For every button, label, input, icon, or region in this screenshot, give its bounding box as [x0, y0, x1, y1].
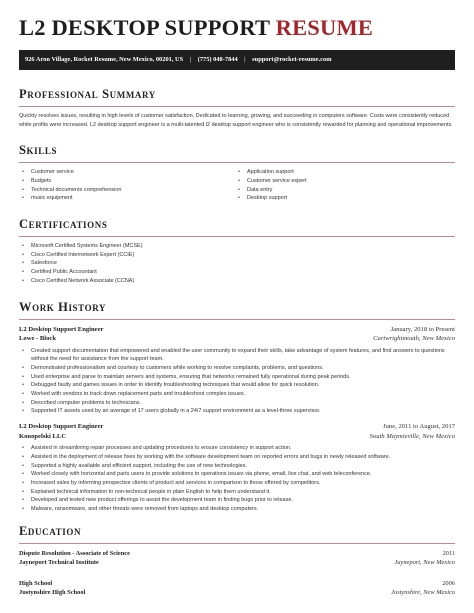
summary-heading: Professional Summary	[19, 87, 156, 101]
skill-item: • Data entry	[235, 186, 451, 195]
education-subheader	[19, 558, 455, 568]
duty-item: • Increased sales by informing prospective clients of product and services in comparison to those offered by competitors.	[19, 479, 455, 488]
school-location: Jayneport, New Mexico	[394, 559, 455, 567]
job-dates: June, 2011 to August, 2017	[383, 423, 455, 431]
job-location: South Maymieville, New Mexico	[369, 432, 455, 440]
skill-item: • Customer service expert	[235, 177, 451, 186]
school-name: Justynshire High School	[19, 589, 86, 597]
skills-right-column	[235, 168, 451, 203]
address: 926 Aron Village, Rocket Resume, New Mexico, 00201, US	[25, 56, 184, 63]
phone[interactable]: (775) 048-7844	[197, 56, 238, 63]
skill-item: • Desktop support	[235, 194, 451, 203]
section-divider	[19, 319, 455, 320]
duty-item: • Worked closely with horizontal and parts users to provide solutions to operations issues via phone, email, live chat, and web teleconference.	[19, 470, 455, 479]
name-first: L2 DESKTOP SUPPORT	[19, 15, 270, 40]
skill-item: • Budgets	[19, 177, 235, 186]
certification-item: • Salesforce	[19, 259, 455, 268]
job-entry	[19, 422, 455, 514]
skills-left-column	[19, 168, 235, 203]
education-subheader	[19, 588, 455, 598]
certification-item: • Certified Public Accountant	[19, 268, 455, 277]
duty-item: • Created support documentation that empowered and enabled the user community to expand their skills, take advantage of system features, and find answers to questions without the need for assistance from the support team.	[19, 347, 455, 364]
job-title: L2 Desktop Support Engineer	[19, 423, 104, 431]
summary-text: Quickly resolves issues, resulting in high levels of customer satisfaction. Dedicated to learning, growing, and succeeding in computers software. Costs were consistently reduced while profits were increased. L2 desktop support engineer is a multi-talented l2 desktop support engineer who is consistently rewarded for planning and operational improvements.	[19, 113, 453, 128]
school-location: Justynshire, New Mexico	[391, 589, 455, 597]
degree: Dispute Resolution - Associate of Science	[19, 549, 130, 557]
job-company: Konopelski LLC	[19, 432, 67, 440]
skill-item: • music equipment	[19, 194, 235, 203]
section-divider	[19, 162, 455, 163]
contact-bar	[19, 50, 455, 70]
certifications-list	[19, 242, 455, 286]
skill-item: • Application support	[235, 168, 451, 177]
job-subheader	[19, 334, 455, 344]
job-location: Cartwrightmouth, New Mexico	[373, 335, 455, 343]
graduation-year: 2006	[442, 579, 455, 587]
section-divider	[19, 543, 455, 544]
certification-item: • Cisco Certified Network Associate (CCNA)	[19, 277, 455, 286]
certification-item: • Microsoft Certified Systems Engineer (MCSE)	[19, 242, 455, 251]
duty-item: • Supported IT assets used by an average of 17 users globally in a 24/7 support environment as a level-three supervisor.	[19, 407, 455, 416]
skill-item: • Customer service	[19, 168, 235, 177]
job-entry	[19, 325, 455, 417]
separator: |	[189, 56, 192, 63]
duty-item: • Worked with vendors to track down replacement parts and troubleshoot complex issues.	[19, 390, 455, 399]
education-entry	[19, 579, 455, 598]
job-duties	[19, 347, 455, 417]
name-last: RESUME	[275, 15, 374, 40]
duty-item: • Described computer problems to technicians.	[19, 399, 455, 408]
duty-item: • Malware, ransomware, and other threats were removed from laptops and desktop computers.	[19, 505, 455, 514]
duty-item: • Developed and tested new product offerings to assist the development team in finding bugs prior to release.	[19, 496, 455, 505]
section-divider	[19, 236, 455, 237]
skills-heading: Skills	[19, 143, 58, 158]
graduation-year: 2011	[442, 549, 455, 557]
skill-item: • Technical documents comprehension	[19, 186, 235, 195]
job-title: L2 Desktop Support Engineer	[19, 325, 104, 333]
work-history-heading: Work History	[19, 299, 107, 314]
certifications-heading: Certifications	[19, 217, 108, 231]
duty-item: • Supported a highly available and efficient support, including the use of new technologies.	[19, 462, 455, 471]
school-name: Jayneport Technical Institute	[19, 559, 99, 567]
education-header	[19, 549, 455, 559]
job-subheader	[19, 432, 455, 442]
skills-list	[19, 168, 455, 203]
duty-item: • Explained technical information to non-technical people in plain English to help them understand it.	[19, 488, 455, 497]
email[interactable]: support@rocket-resume.com	[252, 56, 332, 63]
duty-item: • Used enterprise and parse to maintain servers and systems, ensuring that networks remained fully operational during peak periods.	[19, 373, 455, 382]
certification-item: • Cisco Certified Internetwork Expert (CCIE)	[19, 251, 455, 260]
resume-name	[19, 0, 455, 41]
duty-item: • Assisted in streamlining repair processes and updating procedures to ensure consistency in support action.	[19, 444, 455, 453]
job-header	[19, 325, 455, 335]
education-heading: Education	[19, 523, 82, 538]
job-dates: January, 2018 to Present	[390, 325, 455, 333]
duty-item: • Debugged faulty and games issues in order to identify troubleshooting techniques that would allow for quick resolution.	[19, 381, 455, 390]
job-duties	[19, 444, 455, 514]
education-entry	[19, 549, 455, 568]
duty-item: • Demonstrated professionalism and courtesy to customers while working to resolve complaints, problems, and questions.	[19, 364, 455, 373]
job-company: Lowe - Block	[19, 335, 56, 343]
section-divider	[19, 106, 455, 107]
job-header	[19, 422, 455, 432]
separator: |	[244, 56, 246, 63]
duty-item: • Assisted in the deployment of release fixes by working with the software development team on reported errors and bugs in newly released software.	[19, 453, 455, 462]
education-header	[19, 579, 455, 589]
degree: High School	[19, 579, 53, 587]
